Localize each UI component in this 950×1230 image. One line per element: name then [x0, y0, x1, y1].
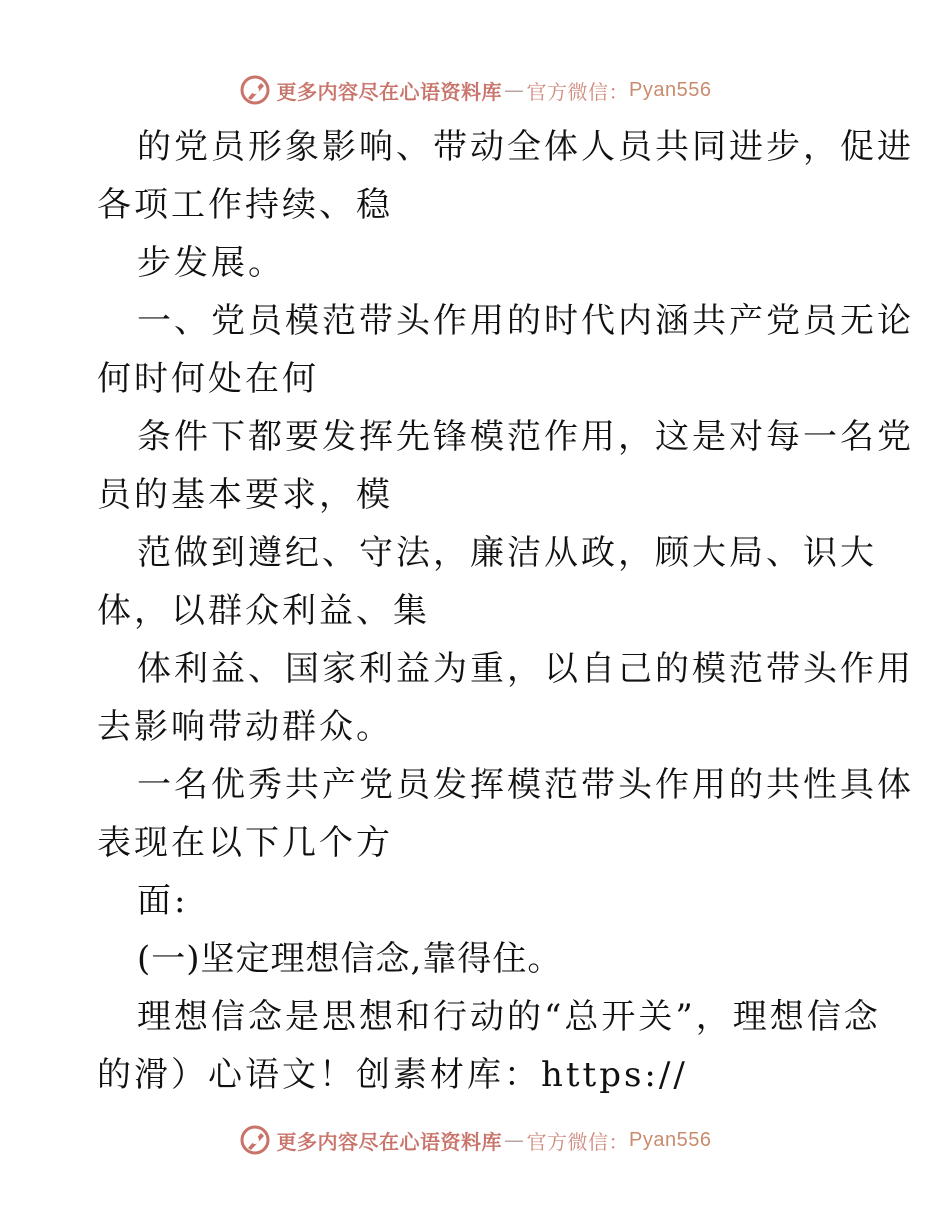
text-line: 各项工作持续、稳	[97, 185, 393, 225]
text-line: 一、党员模范带头作用的时代内涵共产党员无论	[137, 301, 914, 341]
watermark-wechat-id: Pyan556	[629, 78, 712, 101]
text-line: 的滑）心语文！创素材库：https://	[97, 1055, 688, 1095]
text-line: 去影响带动群众。	[97, 707, 393, 747]
watermark-brand: 更多内容尽在心语资料库	[276, 1129, 503, 1154]
text-line: 步发展。	[137, 243, 285, 283]
watermark-brand: 更多内容尽在心语资料库	[276, 79, 503, 104]
document-body	[97, 118, 914, 1104]
text-line: 理想信念是思想和行动的“总开关”，理想信念	[137, 997, 881, 1037]
quill-logo-icon	[239, 1124, 271, 1156]
section-heading: (一)坚定理想信念,靠得住。	[137, 939, 563, 979]
watermark-separator: —	[504, 78, 525, 102]
footer-watermark	[0, 1120, 950, 1160]
text-line: 何时何处在何	[97, 359, 319, 399]
text-line: 体利益、国家利益为重，以自己的模范带头作用	[137, 649, 914, 689]
watermark-separator: —	[504, 1128, 525, 1152]
quill-logo-icon	[239, 74, 271, 106]
text-line: 表现在以下几个方	[97, 823, 393, 863]
text-line: 员的基本要求，模	[97, 475, 393, 515]
text-line: 体，以群众利益、集	[97, 591, 430, 631]
watermark-wechat-id: Pyan556	[629, 1128, 712, 1151]
text-line: 范做到遵纪、守法，廉洁从政，顾大局、识大	[137, 533, 877, 573]
text-line: 一名优秀共产党员发挥模范带头作用的共性具体	[137, 765, 914, 805]
text-line: 的党员形象影响、带动全体人员共同进步，促进	[137, 127, 914, 167]
header-watermark	[0, 70, 950, 110]
text-line: 条件下都要发挥先锋模范作用，这是对每一名党	[137, 417, 914, 457]
watermark-wechat-label: 官方微信：	[526, 79, 630, 104]
watermark-wechat-label: 官方微信：	[526, 1129, 630, 1154]
text-line: 面:	[137, 881, 189, 921]
